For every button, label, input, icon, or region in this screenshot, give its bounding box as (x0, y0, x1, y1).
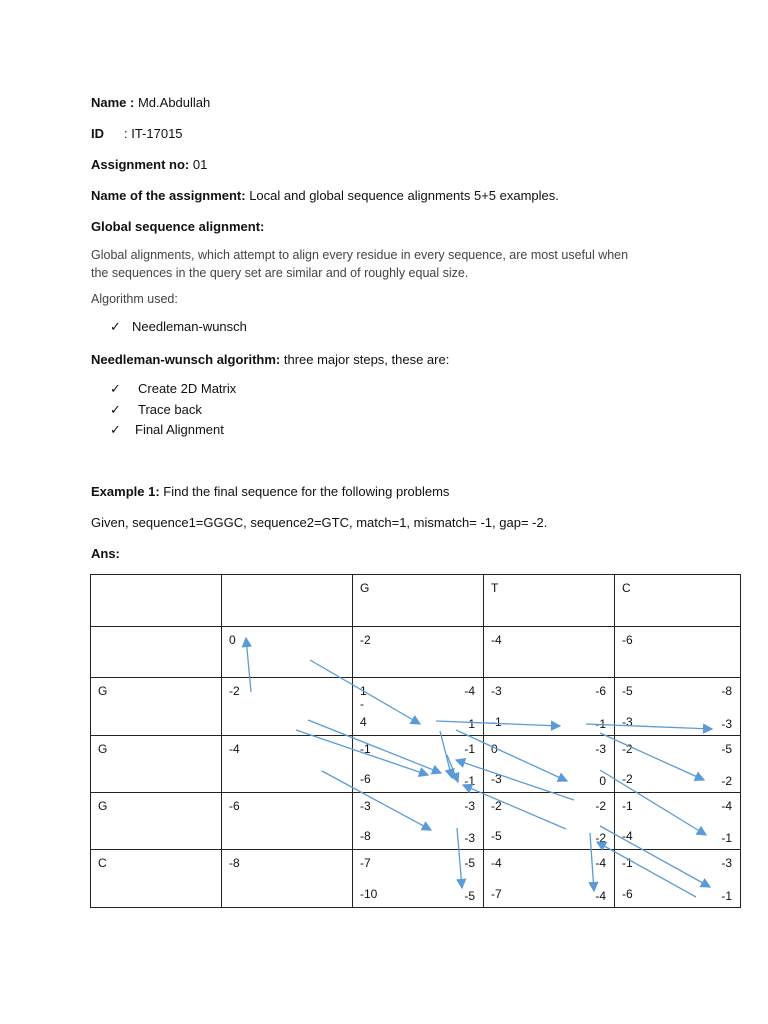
cell-value-tl: -3 (360, 799, 371, 813)
cell-value-bl: -7 (491, 887, 502, 901)
id-line (91, 126, 183, 141)
cell (353, 793, 484, 850)
cell-value-bl: -3 (622, 715, 633, 729)
name-line (91, 95, 210, 110)
global-desc-1: Global alignments, which attempt to align every residue in every sequence, are most useful when (91, 248, 629, 262)
assignment-title-value: Local and global sequence alignments 5+5 examples. (245, 188, 559, 203)
cell (484, 736, 615, 793)
cell-value-tr: -8 (721, 684, 732, 698)
cell-value: 0 (229, 633, 236, 647)
given-line: Given, sequence1=GGGC, sequence2=GTC, match=1, mismatch= -1, gap= -2. (91, 515, 548, 530)
ans-label: Ans: (91, 546, 120, 561)
check-icon: ✓ (110, 319, 121, 334)
cell-value-tl: -3 (491, 684, 502, 698)
cell (484, 793, 615, 850)
nw-label: Needleman-wunsch algorithm: (91, 352, 281, 367)
cell (615, 850, 741, 908)
cell-value: -8 (229, 856, 240, 870)
matrix-row (91, 793, 741, 850)
cell-value-tr: -4 (464, 684, 475, 698)
cell-value-tl: -1 (622, 856, 633, 870)
example-line (91, 484, 449, 499)
cell-value-tl: -2 (622, 742, 633, 756)
cell-value-tr: -5 (721, 742, 732, 756)
cell-value-br: -2 (595, 831, 606, 845)
id-label: ID (91, 126, 104, 141)
cell-value-br: -3 (721, 717, 732, 731)
cell (222, 850, 353, 908)
row-label: C (98, 856, 107, 870)
example-label: Example 1: (91, 484, 160, 499)
cell-value: -4 (491, 633, 502, 647)
matrix-row (91, 850, 741, 908)
cell-value-tl: -2 (491, 799, 502, 813)
header-c: C (622, 581, 631, 595)
step-item (110, 402, 202, 418)
cell-value: -6 (622, 633, 633, 647)
row-label-cell (91, 678, 222, 736)
header-t: T (491, 581, 499, 595)
nw-value: three major steps, these are: (280, 352, 450, 367)
cell-value-br: -5 (464, 889, 475, 903)
cell-value-br: -2 (721, 774, 732, 788)
header-cell (222, 575, 353, 627)
cell (353, 678, 484, 736)
row-label-cell (91, 793, 222, 850)
assignment-title-label: Name of the assignment: (91, 188, 246, 203)
cell-value-br: 1 (468, 717, 475, 731)
cell-value-bl: -10 (360, 887, 378, 901)
header-cell (484, 575, 615, 627)
ans-line (91, 546, 120, 561)
cell (222, 678, 353, 736)
cell-value-bl: -2 (622, 772, 633, 786)
algo-label: Algorithm used: (91, 292, 178, 306)
cell (484, 627, 615, 678)
cell-value-bl: -6 (360, 772, 371, 786)
cell-value-tr: -3 (464, 799, 475, 813)
assignment-line (91, 157, 207, 172)
step-label: Trace back (138, 402, 202, 417)
header-cell (353, 575, 484, 627)
cell-value-tl: 0 (491, 742, 498, 756)
cell-value-tr: -1 (464, 742, 475, 756)
cell-value-tr: -3 (721, 856, 732, 870)
global-heading (91, 219, 264, 234)
matrix-row (91, 736, 741, 793)
cell-value-tl: 1 (360, 684, 367, 698)
assignment-label: Assignment no: (91, 157, 190, 172)
cell-value-br: -1 (464, 774, 475, 788)
cell-value-bl: -4 (622, 829, 633, 843)
row-0 (91, 627, 741, 678)
global-heading-text: Global sequence alignment: (91, 219, 265, 234)
cell-value-tl: -1 (622, 799, 633, 813)
cell-value-br: -1 (595, 717, 606, 731)
cell-value-tl: -4 (491, 856, 502, 870)
cell-value-br: -1 (721, 889, 732, 903)
name-label: Name : (91, 95, 135, 110)
step-item (110, 422, 224, 438)
cell (484, 850, 615, 908)
cell-value-br: -3 (464, 831, 475, 845)
id-value: : IT-17015 (124, 126, 183, 141)
cell-value-bl: - 4 (360, 697, 367, 729)
nw-line (91, 352, 449, 367)
step-item (110, 381, 236, 397)
cell (615, 736, 741, 793)
cell (353, 850, 484, 908)
step-label: Create 2D Matrix (138, 381, 237, 396)
row-label: G (98, 799, 108, 813)
cell-value-tr: -3 (595, 742, 606, 756)
cell-value-bl: -1 (491, 715, 502, 729)
matrix-row (91, 678, 741, 736)
global-desc-2: the sequences in the query set are similar and of roughly equal size. (91, 266, 469, 280)
cell-value-tl: -1 (360, 742, 371, 756)
cell (615, 678, 741, 736)
cell (615, 627, 741, 678)
cell-value-tl: -5 (622, 684, 633, 698)
cell (222, 736, 353, 793)
cell-value: -6 (229, 799, 240, 813)
row-label-cell (91, 627, 222, 678)
algo-item (110, 319, 247, 335)
check-icon: ✓ (110, 402, 121, 417)
cell-value-br: 0 (599, 774, 606, 788)
cell (353, 627, 484, 678)
cell-value-br: -4 (595, 889, 606, 903)
check-icon: ✓ (110, 381, 121, 396)
cell-value-tl: -7 (360, 856, 371, 870)
row-label: G (98, 684, 108, 698)
cell-value-bl: -6 (622, 887, 633, 901)
cell-value-tr: -6 (595, 684, 606, 698)
cell (222, 627, 353, 678)
cell-value-tr: -4 (595, 856, 606, 870)
header-row (91, 575, 741, 627)
check-icon: ✓ (110, 422, 121, 437)
cell-value-bl: -3 (491, 772, 502, 786)
cell (353, 736, 484, 793)
header-g: G (360, 581, 370, 595)
header-cell (91, 575, 222, 627)
cell (222, 793, 353, 850)
example-value: Find the final sequence for the following problems (159, 484, 450, 499)
cell (484, 678, 615, 736)
cell-value-br: -1 (721, 831, 732, 845)
cell-value: -2 (360, 633, 371, 647)
cell-value-tr: -2 (595, 799, 606, 813)
cell-value-tr: -5 (464, 856, 475, 870)
cell-value-bl: -8 (360, 829, 371, 843)
alignment-matrix (90, 574, 741, 908)
assignment-value: 01 (189, 157, 208, 172)
row-label-cell (91, 736, 222, 793)
cell-value: -4 (229, 742, 240, 756)
header-cell (615, 575, 741, 627)
assignment-title-line (91, 188, 559, 203)
algo-name: Needleman-wunsch (132, 319, 247, 334)
cell-value-tr: -4 (721, 799, 732, 813)
step-label: Final Alignment (135, 422, 224, 437)
row-label-cell (91, 850, 222, 908)
name-value: Md.Abdullah (134, 95, 211, 110)
cell-value: -2 (229, 684, 240, 698)
cell-value-bl: -5 (491, 829, 502, 843)
row-label: G (98, 742, 108, 756)
cell (615, 793, 741, 850)
